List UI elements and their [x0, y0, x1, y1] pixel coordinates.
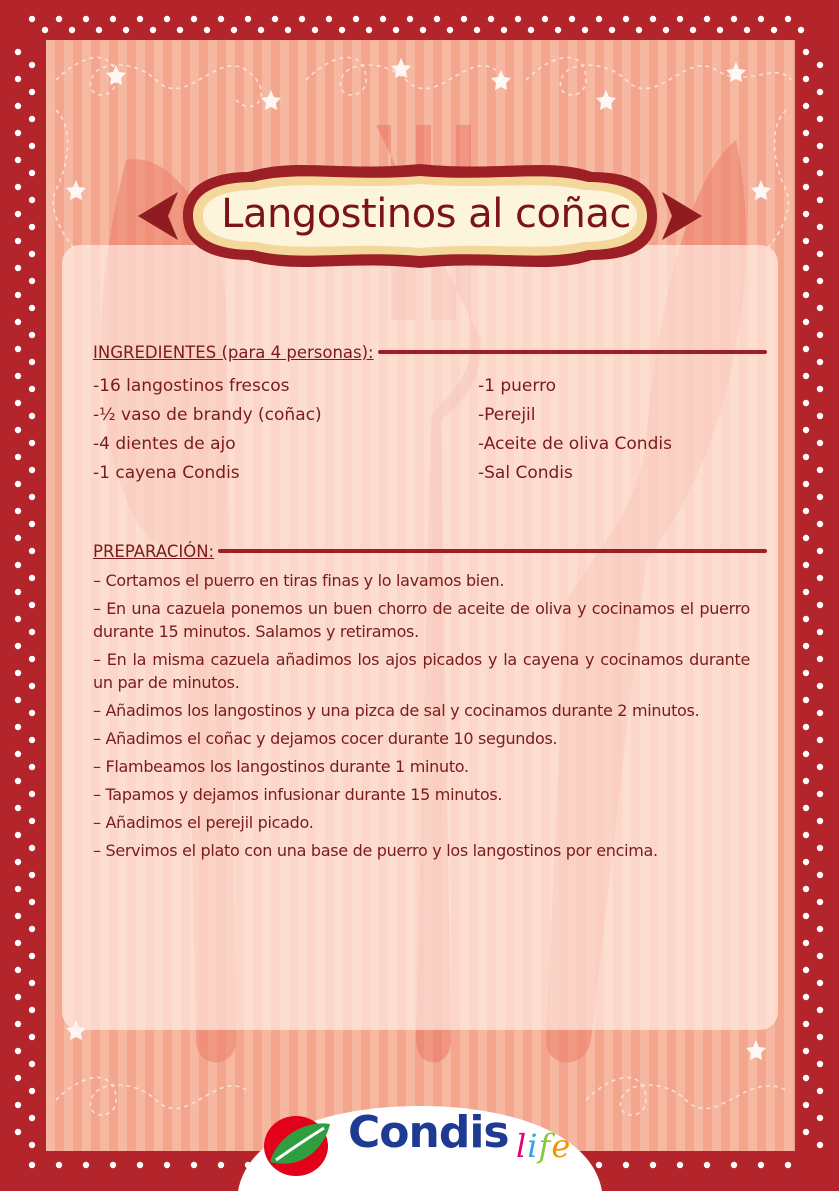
frame-dot [803, 994, 809, 1000]
frame-dot [353, 16, 359, 22]
frame-dot [817, 1115, 823, 1121]
frame-dot [488, 16, 494, 22]
frame-dot [29, 278, 35, 284]
frame-dot [29, 926, 35, 932]
frame-dot [29, 332, 35, 338]
preparation-step: – En la misma cazuela añadimos los ajos picados y la cayena y cocinamos durante un par de minutos. [93, 650, 750, 692]
frame-dot [272, 16, 278, 22]
frame-dot [803, 1075, 809, 1081]
frame-dot [704, 1162, 710, 1168]
frame-dot [56, 1162, 62, 1168]
ingredient-item: -16 langostinos frescos [93, 376, 290, 396]
ingredients-list-left [93, 372, 322, 488]
frame-dot [803, 292, 809, 298]
frame-dot [29, 548, 35, 554]
ingredient-item: -Sal Condis [478, 463, 573, 483]
ingredients-heading: INGREDIENTES (para 4 personas): [93, 342, 374, 362]
preparation-divider [218, 549, 767, 553]
frame-dot [817, 683, 823, 689]
frame-dot [218, 16, 224, 22]
frame-dot [15, 670, 21, 676]
frame-dot [817, 143, 823, 149]
frame-dot [817, 467, 823, 473]
frame-dot [218, 1162, 224, 1168]
frame-dot [817, 1007, 823, 1013]
frame-dot [42, 27, 48, 33]
frame-dot [817, 413, 823, 419]
preparation-step: – Añadimos el perejil picado. [93, 813, 314, 832]
frame-dot [744, 27, 750, 33]
frame-dot [803, 265, 809, 271]
brand-name: Condis [348, 1107, 509, 1158]
frame-dot [15, 292, 21, 298]
frame-dot [803, 670, 809, 676]
frame-dot [803, 238, 809, 244]
frame-dot [817, 980, 823, 986]
frame-dot [803, 373, 809, 379]
frame-dot [817, 737, 823, 743]
frame-dot [803, 886, 809, 892]
frame-dot [29, 89, 35, 95]
frame-dot [29, 467, 35, 473]
frame-dot [15, 1129, 21, 1135]
frame-dot [501, 27, 507, 33]
frame-dot [817, 62, 823, 68]
frame-dot [29, 16, 35, 22]
frame-dot [29, 305, 35, 311]
frame-dot [803, 454, 809, 460]
frame-dot [803, 346, 809, 352]
frame-dot [312, 27, 318, 33]
frame-dot [15, 454, 21, 460]
preparation-heading: PREPARACIÓN: [93, 541, 215, 561]
ingredients-heading-row [93, 342, 767, 362]
frame-dot [29, 251, 35, 257]
preparation-step: – Tapamos y dejamos infusionar durante 15 minutos. [93, 785, 503, 804]
frame-dot [29, 953, 35, 959]
frame-dot [15, 724, 21, 730]
frame-dot [15, 427, 21, 433]
frame-dot [677, 16, 683, 22]
frame-dot [803, 76, 809, 82]
frame-dot [663, 27, 669, 33]
frame-dot [29, 1142, 35, 1148]
frame-dot [299, 16, 305, 22]
brand-suffix-letter: i [527, 1127, 539, 1165]
frame-dot [15, 994, 21, 1000]
frame-dot [555, 27, 561, 33]
frame-dot [83, 1162, 89, 1168]
frame-dot [803, 967, 809, 973]
frame-dot [803, 427, 809, 433]
frame-dot [29, 737, 35, 743]
frame-dot [393, 27, 399, 33]
frame-dot [15, 589, 21, 595]
frame-dot [339, 27, 345, 33]
frame-dot [420, 27, 426, 33]
frame-dot [817, 1034, 823, 1040]
ingredients-list-right [478, 372, 672, 488]
frame-dot [817, 926, 823, 932]
frame-dot [29, 764, 35, 770]
frame-dot [29, 494, 35, 500]
frame-dot [29, 116, 35, 122]
frame-dot [15, 49, 21, 55]
frame-dot [447, 27, 453, 33]
frame-dot [817, 1142, 823, 1148]
frame-dot [29, 602, 35, 608]
frame-dot [803, 157, 809, 163]
frame-dot [164, 1162, 170, 1168]
frame-dot [15, 103, 21, 109]
frame-dot [29, 359, 35, 365]
frame-dot [803, 1048, 809, 1054]
frame-dot [29, 143, 35, 149]
frame-dot [29, 683, 35, 689]
frame-dot [817, 899, 823, 905]
frame-dot [817, 305, 823, 311]
brand-suffix-letter: e [551, 1127, 572, 1165]
frame-dot [15, 508, 21, 514]
frame-dot [15, 238, 21, 244]
preparation-step: – Añadimos los langostinos y una pizca de sal y cocinamos durante 2 minutos. [93, 701, 700, 720]
frame-dot [817, 872, 823, 878]
frame-dot [817, 764, 823, 770]
frame-dot [15, 778, 21, 784]
frame-dot [285, 27, 291, 33]
frame-dot [29, 629, 35, 635]
preparation-step: – En una cazuela ponemos un buen chorro de aceite de oliva y cocinamos el puerro durante 15 minutos. Salamos y retiramos. [93, 599, 750, 641]
frame-dot [15, 400, 21, 406]
frame-dot [542, 16, 548, 22]
frame-dot [704, 16, 710, 22]
frame-dot [817, 1088, 823, 1094]
ingredient-item: -1 cayena Condis [93, 463, 240, 483]
frame-dot [817, 89, 823, 95]
frame-dot [609, 27, 615, 33]
ingredient-item: -½ vaso de brandy (coñac) [93, 405, 322, 425]
frame-dot [29, 521, 35, 527]
frame-dot [15, 1075, 21, 1081]
ingredient-item: -Aceite de oliva Condis [478, 434, 672, 454]
frame-dot [650, 16, 656, 22]
frame-dot [817, 791, 823, 797]
frame-dot [15, 346, 21, 352]
frame-dot [803, 697, 809, 703]
frame-dot [771, 27, 777, 33]
frame-dot [29, 575, 35, 581]
frame-dot [817, 359, 823, 365]
frame-dot [15, 1021, 21, 1027]
frame-dot [803, 562, 809, 568]
frame-dot [817, 953, 823, 959]
frame-dot [29, 899, 35, 905]
frame-dot [803, 1102, 809, 1108]
frame-dot [817, 602, 823, 608]
frame-dot [15, 913, 21, 919]
frame-dot [29, 440, 35, 446]
brand-suffix-letter: f [538, 1127, 552, 1165]
frame-dot [803, 1021, 809, 1027]
frame-dot [717, 27, 723, 33]
frame-dot [623, 1162, 629, 1168]
frame-dot [803, 103, 809, 109]
brand-suffix-letter: l [516, 1127, 528, 1165]
frame-dot [15, 886, 21, 892]
frame-dot [15, 751, 21, 757]
frame-dot [817, 116, 823, 122]
frame-dot [164, 16, 170, 22]
frame-dot [817, 710, 823, 716]
frame-dot [817, 386, 823, 392]
frame-dot [56, 16, 62, 22]
frame-dot [803, 589, 809, 595]
frame-dot [785, 1162, 791, 1168]
frame-dot [817, 818, 823, 824]
frame-dot [204, 27, 210, 33]
preparation-step: – Cortamos el puerro en tiras finas y lo lavamos bien. [93, 571, 505, 590]
preparation-step: – Añadimos el coñac y dejamos cocer durante 10 segundos. [93, 729, 558, 748]
frame-dot [817, 440, 823, 446]
frame-dot [191, 16, 197, 22]
frame-dot [803, 778, 809, 784]
frame-dot [817, 197, 823, 203]
frame-dot [29, 1088, 35, 1094]
frame-dot [803, 508, 809, 514]
frame-dot [803, 319, 809, 325]
ingredients-divider [378, 350, 767, 354]
frame-dot [366, 27, 372, 33]
frame-dot [29, 872, 35, 878]
frame-dot [110, 1162, 116, 1168]
frame-dot [29, 845, 35, 851]
frame-dot [29, 197, 35, 203]
preparation-step: – Flambeamos los langostinos durante 1 minuto. [93, 757, 469, 776]
frame-dot [15, 562, 21, 568]
frame-dot [650, 1162, 656, 1168]
frame-dot [15, 697, 21, 703]
frame-dot [803, 616, 809, 622]
frame-dot [380, 16, 386, 22]
frame-dot [582, 27, 588, 33]
frame-dot [798, 27, 804, 33]
frame-dot [758, 16, 764, 22]
frame-dot [258, 27, 264, 33]
frame-dot [29, 710, 35, 716]
frame-dot [434, 16, 440, 22]
frame-dot [29, 818, 35, 824]
frame-dot [137, 1162, 143, 1168]
frame-dot [29, 224, 35, 230]
frame-dot [29, 386, 35, 392]
frame-dot [29, 62, 35, 68]
frame-dot [731, 1162, 737, 1168]
ingredient-item: -Perejil [478, 405, 536, 425]
frame-dot [817, 494, 823, 500]
frame-dot [29, 170, 35, 176]
frame-dot [803, 805, 809, 811]
frame-dot [15, 1102, 21, 1108]
frame-dot [110, 16, 116, 22]
recipe-title: Langostinos al coñac [221, 191, 631, 237]
frame-dot [15, 481, 21, 487]
preparation-steps [93, 569, 750, 867]
frame-dot [231, 27, 237, 33]
frame-dot [817, 332, 823, 338]
frame-dot [15, 643, 21, 649]
frame-dot [96, 27, 102, 33]
preparation-step: – Servimos el plato con una base de puerro y los langostinos por encima. [93, 841, 658, 860]
frame-dot [29, 1115, 35, 1121]
frame-dot [803, 130, 809, 136]
frame-dot [15, 535, 21, 541]
frame-dot [15, 616, 21, 622]
frame-dot [758, 1162, 764, 1168]
frame-dot [817, 845, 823, 851]
frame-dot [29, 656, 35, 662]
frame-dot [803, 913, 809, 919]
frame-dot [803, 751, 809, 757]
frame-dot [803, 184, 809, 190]
frame-dot [817, 548, 823, 554]
frame-dot [29, 1162, 35, 1168]
frame-dot [29, 1007, 35, 1013]
frame-dot [474, 27, 480, 33]
frame-dot [15, 832, 21, 838]
frame-dot [137, 16, 143, 22]
frame-dot [83, 16, 89, 22]
frame-dot [817, 656, 823, 662]
ingredient-item: -4 dientes de ajo [93, 434, 236, 454]
frame-dot [407, 16, 413, 22]
frame-dot [15, 319, 21, 325]
frame-dot [326, 16, 332, 22]
frame-dot [803, 940, 809, 946]
frame-dot [636, 27, 642, 33]
frame-dot [803, 1129, 809, 1135]
frame-dot [69, 27, 75, 33]
frame-dot [803, 859, 809, 865]
frame-dot [817, 278, 823, 284]
frame-dot [15, 157, 21, 163]
frame-dot [15, 211, 21, 217]
frame-dot [29, 1034, 35, 1040]
frame-dot [15, 76, 21, 82]
frame-dot [785, 16, 791, 22]
frame-dot [29, 980, 35, 986]
frame-dot [15, 940, 21, 946]
frame-dot [15, 373, 21, 379]
frame-dot [803, 832, 809, 838]
frame-dot [803, 400, 809, 406]
brand-suffix [516, 1121, 571, 1171]
frame-dot [817, 224, 823, 230]
ingredient-item: -1 puerro [478, 376, 557, 396]
frame-dot [515, 16, 521, 22]
frame-dot [177, 27, 183, 33]
frame-dot [15, 859, 21, 865]
frame-dot [15, 1048, 21, 1054]
frame-dot [817, 170, 823, 176]
frame-dot [123, 27, 129, 33]
frame-dot [803, 49, 809, 55]
frame-dot [803, 211, 809, 217]
frame-dot [461, 16, 467, 22]
frame-dot [15, 130, 21, 136]
frame-dot [803, 535, 809, 541]
frame-dot [15, 967, 21, 973]
frame-dot [596, 16, 602, 22]
frame-dot [150, 27, 156, 33]
preparation-heading-row [93, 541, 767, 561]
frame-dot [803, 724, 809, 730]
frame-dot [817, 521, 823, 527]
frame-dot [677, 1162, 683, 1168]
frame-dot [191, 1162, 197, 1168]
frame-dot [731, 16, 737, 22]
frame-dot [29, 413, 35, 419]
frame-dot [245, 16, 251, 22]
frame-dot [29, 791, 35, 797]
frame-dot [817, 1061, 823, 1067]
frame-dot [803, 643, 809, 649]
frame-dot [690, 27, 696, 33]
frame-dot [803, 481, 809, 487]
frame-dot [817, 575, 823, 581]
frame-dot [29, 1061, 35, 1067]
frame-dot [528, 27, 534, 33]
frame-dot [15, 265, 21, 271]
frame-dot [15, 805, 21, 811]
frame-dot [817, 629, 823, 635]
frame-dot [15, 184, 21, 190]
frame-dot [623, 16, 629, 22]
frame-dot [569, 16, 575, 22]
frame-dot [817, 251, 823, 257]
